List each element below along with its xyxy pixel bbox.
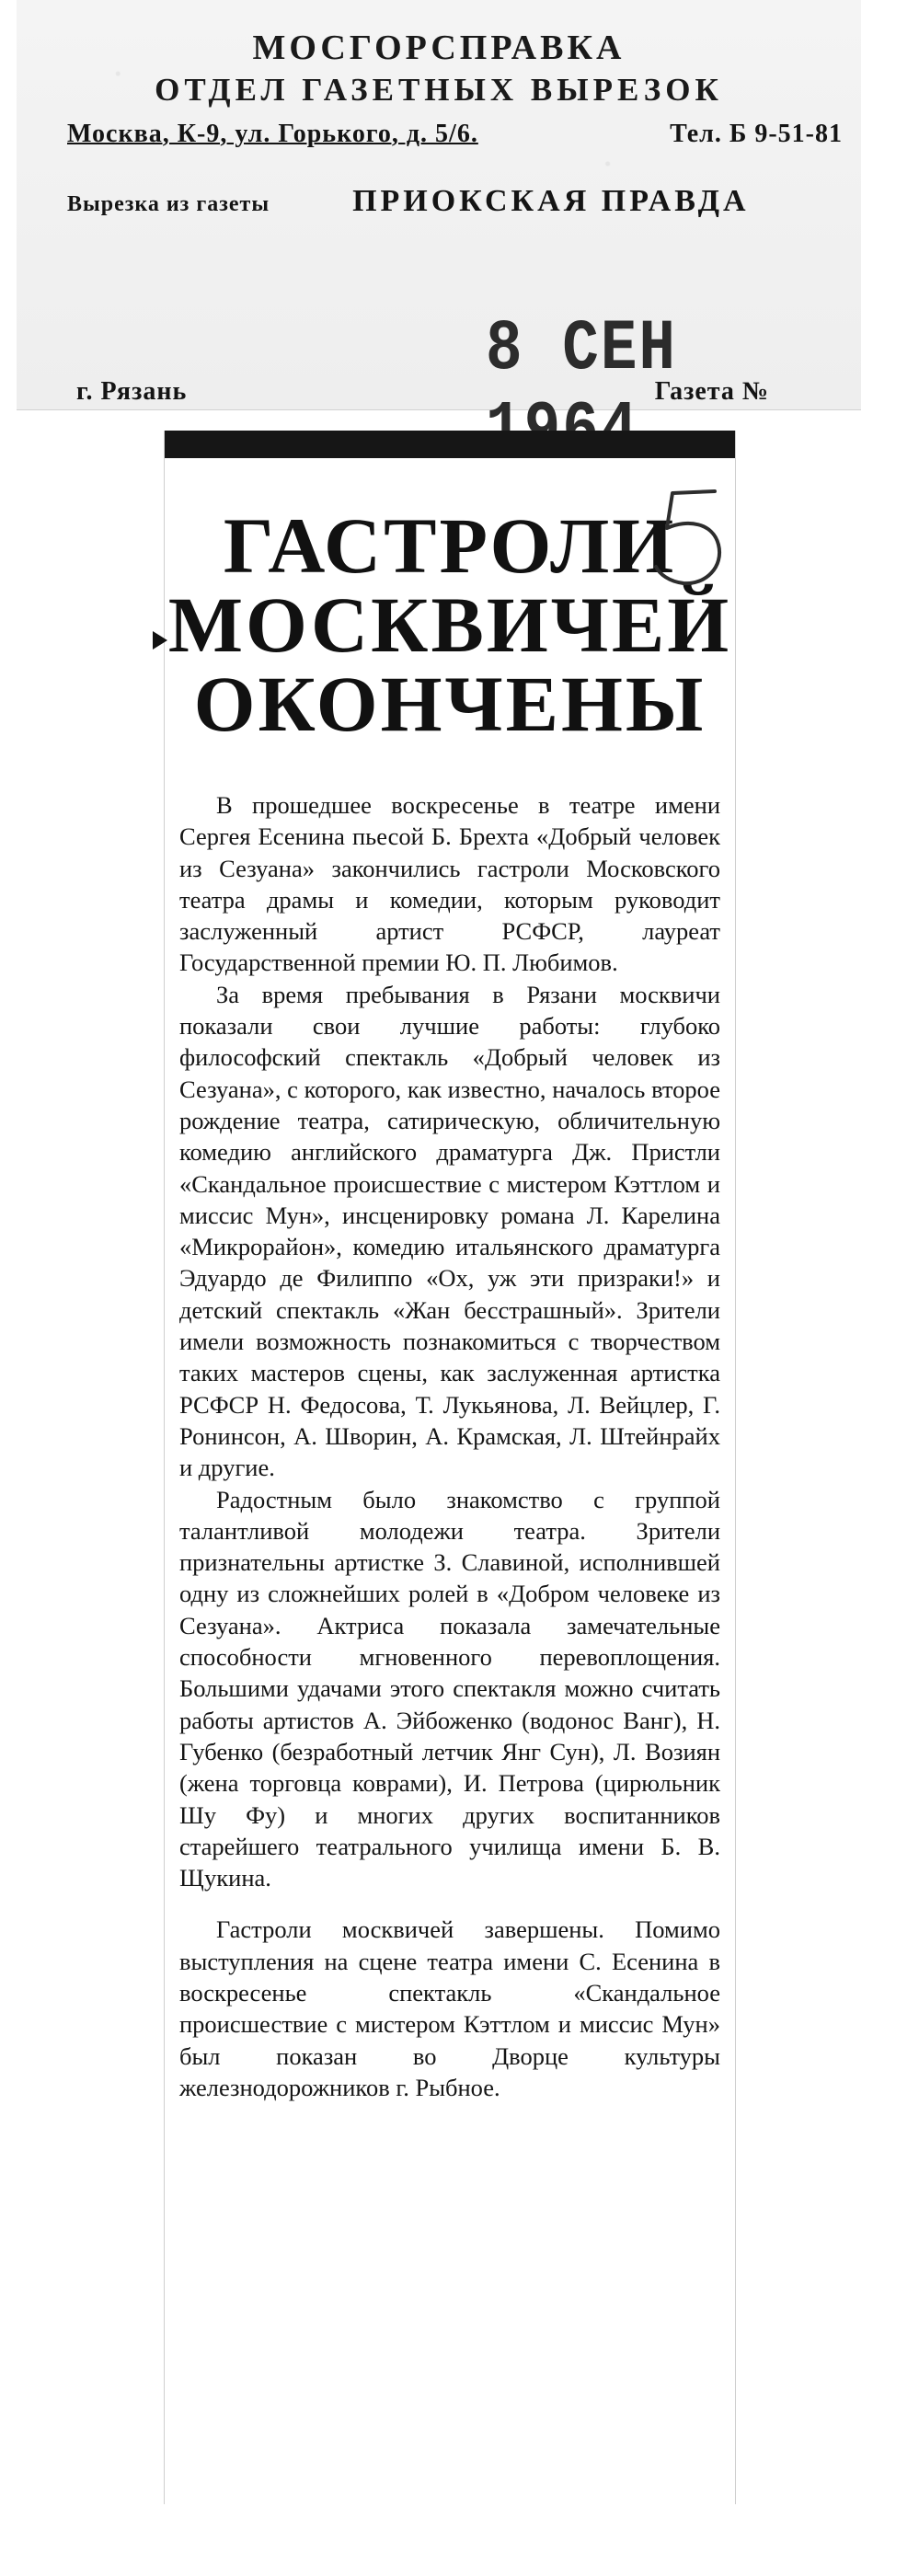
city: г. Рязань bbox=[76, 377, 188, 406]
city-issue-line bbox=[76, 377, 824, 407]
paragraph-3: Радостным было знакомство с группой талантливой молодежи театра. Зрители признательны артистке З. Славиной, исполнившей одну из сложнейших ролей в «Добром человеке из Сезуана». Актриса показала замечательные способности мгновенного перевоплощения. Большими удачами этого спектакля можно считать работы артистов А. Эйбоженко (водонос Ванг), Н. Губенко (безработный летчик Янг Сун), Л. Возиян (жена торговца коврами), И. Петрова (цирюльник Шу Фу) и многих других воспитанников старейшего театрального училища имени Б. В. Щукина. bbox=[179, 1485, 720, 1892]
clipping-from-label: Вырезка из газеты bbox=[67, 192, 270, 216]
paragraph-2: За время пребывания в Рязани москвичи показали свои лучшие работы: глубоко философский спектакль «Добрый человек из Сезуана», с которого, как известно, началось второе рождение театра, сатирическую, обличительную комедию английского драматурга Дж. Пристли «Скандальное происшествие с мистером Кэттлом и миссис Мун», инсценировку романа Л. Карелина «Микрорайон», комедию итальянского драматурга Эдуардо де Филиппо «Ох, уж эти призраки!» и детский спектакль «Жан бесстрашный». Зрители имели возможность познакомиться с творчеством таких мастеров сцены, как заслуженная артистка РСФСР Н. Федосова, Т. Лукьянова, Л. Вейцлер, Г. Ронинсон, А. Шворин, А. Крамская, Л. Штейнрайх и другие. bbox=[179, 980, 720, 1482]
service-name: МОСГОРСПРАВКА bbox=[252, 29, 626, 67]
headline-line-2: МОСКВИЧЕЙ bbox=[167, 581, 732, 669]
headline-line-1: ГАСТРОЛИ bbox=[223, 501, 677, 590]
clipping-source-line bbox=[67, 184, 843, 219]
paragraph-4: Гастроли москвичей завершены. Помимо выступления на сцене театра имени С. Есенина в воскресенье спектакль «Скандальное происшествие с мистером Кэттлом и миссис Мун» был показан во Дворце культуры железнодорожников г. Рыбное. bbox=[179, 1915, 720, 2101]
issue-label: Газета № bbox=[654, 377, 769, 406]
article-body bbox=[179, 789, 720, 2103]
headline-line-3: ОКОНЧЕНЫ bbox=[193, 660, 706, 748]
newspaper-name: ПРИОКСКАЯ ПРАВДА bbox=[352, 184, 750, 218]
top-black-rule bbox=[165, 431, 735, 458]
date-stamp: 8 СЕН bbox=[486, 308, 678, 390]
address-line bbox=[67, 120, 843, 149]
paragraph-1: В прошедшее воскресенье в театре имени Сергея Есенина пьесой Б. Брехта «Добрый человек из Сезуана» закончились гастроли Московского театра драмы и комедии, которым руководит заслуженный артист РСФСР, лауреат Государственной премии Ю. П. Любимов. bbox=[179, 791, 720, 977]
margin-arrow-icon bbox=[153, 631, 167, 650]
clipping-service-header bbox=[17, 0, 861, 410]
article-clipping bbox=[164, 431, 736, 2504]
address: Москва, К-9, ул. Горького, д. 5/6. bbox=[67, 120, 478, 148]
department-name: ОТДЕЛ ГАЗЕТНЫХ ВЫРЕЗОК bbox=[155, 72, 723, 108]
phone: Тел. Б 9-51-81 bbox=[670, 120, 843, 148]
